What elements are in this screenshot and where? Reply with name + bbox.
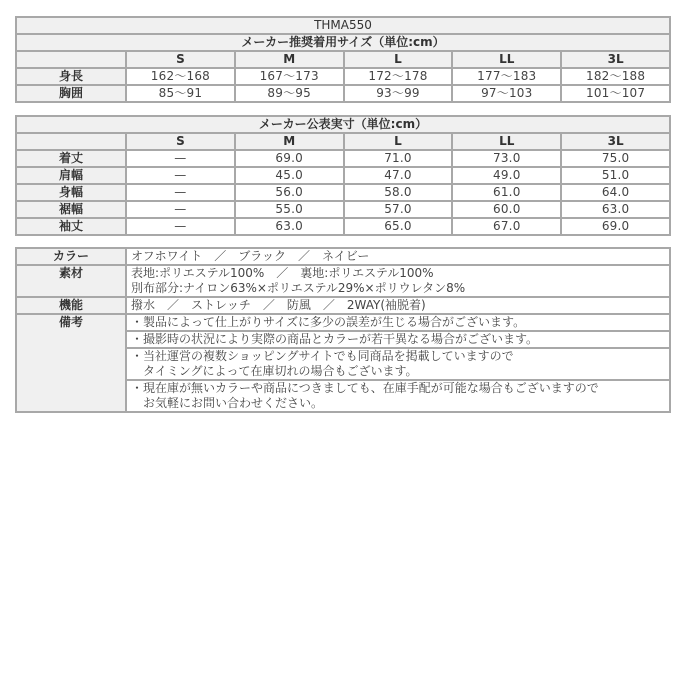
- recommended-size-caption: メーカー推奨着用サイズ（単位:cm）: [16, 34, 670, 51]
- cell-value: 65.0: [344, 218, 453, 235]
- size-header: LL: [452, 133, 561, 150]
- cell-value: 75.0: [561, 150, 670, 167]
- cell-value: 60.0: [452, 201, 561, 218]
- note-item: ・製品によって仕上がりサイズに多少の誤差が生じる場合がございます。: [126, 314, 670, 331]
- material-label: 素材: [16, 265, 126, 297]
- cell-value: 177～183: [452, 68, 561, 85]
- cell-value: 69.0: [235, 150, 344, 167]
- cell-value: 56.0: [235, 184, 344, 201]
- note-line: ・当社運営の複数ショッピングサイトでも同商品を掲載していますので: [131, 349, 514, 363]
- notes-row: [16, 314, 670, 331]
- row-label: 肩幅: [16, 167, 126, 184]
- size-header: S: [126, 133, 235, 150]
- cell-value: 85～91: [126, 85, 235, 102]
- table-row: [16, 167, 670, 184]
- size-header: L: [344, 51, 453, 68]
- corner-cell: [16, 133, 126, 150]
- cell-value: 97～103: [452, 85, 561, 102]
- material-line: 表地:ポリエステル100% ／ 裏地:ポリエステル100%: [131, 266, 434, 280]
- cell-value: 47.0: [344, 167, 453, 184]
- cell-value: 167～173: [235, 68, 344, 85]
- function-row: [16, 297, 670, 314]
- cell-value: 93～99: [344, 85, 453, 102]
- cell-value: 71.0: [344, 150, 453, 167]
- cell-value: —: [126, 167, 235, 184]
- size-header: 3L: [561, 51, 670, 68]
- table-row: [16, 68, 670, 85]
- actual-size-table: [15, 115, 671, 236]
- row-label: 着丈: [16, 150, 126, 167]
- row-label: 裾幅: [16, 201, 126, 218]
- cell-value: —: [126, 184, 235, 201]
- cell-value: 58.0: [344, 184, 453, 201]
- table-row: [16, 150, 670, 167]
- note-line: ・現在庫が無いカラーや商品につきましても、在庫手配が可能な場合もございますので: [131, 381, 599, 395]
- cell-value: 67.0: [452, 218, 561, 235]
- cell-value: 49.0: [452, 167, 561, 184]
- row-label: 身幅: [16, 184, 126, 201]
- color-value: オフホワイト ／ ブラック ／ ネイビー: [126, 248, 670, 265]
- material-row: [16, 265, 670, 297]
- cell-value: 89～95: [235, 85, 344, 102]
- size-header: 3L: [561, 133, 670, 150]
- size-header: M: [235, 133, 344, 150]
- table-row: [16, 218, 670, 235]
- cell-value: 63.0: [235, 218, 344, 235]
- cell-value: 182～188: [561, 68, 670, 85]
- actual-size-caption: メーカー公表実寸（単位:cm）: [16, 116, 670, 133]
- cell-value: 64.0: [561, 184, 670, 201]
- cell-value: 172～178: [344, 68, 453, 85]
- table-row: [16, 85, 670, 102]
- material-value: [126, 265, 670, 297]
- cell-value: 162～168: [126, 68, 235, 85]
- size-header: M: [235, 51, 344, 68]
- cell-value: —: [126, 150, 235, 167]
- size-header: L: [344, 133, 453, 150]
- note-line: タイミングによって在庫切れの場合もございます。: [131, 364, 418, 378]
- cell-value: 61.0: [452, 184, 561, 201]
- color-row: [16, 248, 670, 265]
- cell-value: —: [126, 218, 235, 235]
- color-label: カラー: [16, 248, 126, 265]
- cell-value: 51.0: [561, 167, 670, 184]
- cell-value: 55.0: [235, 201, 344, 218]
- cell-value: 101～107: [561, 85, 670, 102]
- cell-value: 63.0: [561, 201, 670, 218]
- row-label: 袖丈: [16, 218, 126, 235]
- row-label: 胸囲: [16, 85, 126, 102]
- material-line: 別布部分:ナイロン63%×ポリエステル29%×ポリウレタン8%: [131, 281, 466, 295]
- cell-value: 45.0: [235, 167, 344, 184]
- row-label: 身長: [16, 68, 126, 85]
- note-line: お気軽にお問い合わせください。: [131, 396, 324, 410]
- table-row: [16, 184, 670, 201]
- model-number: THMA550: [16, 17, 670, 34]
- notes-label: 備考: [16, 314, 126, 412]
- table-row: [16, 201, 670, 218]
- function-label: 機能: [16, 297, 126, 314]
- note-item: [126, 380, 670, 412]
- size-header: S: [126, 51, 235, 68]
- note-item: [126, 348, 670, 380]
- function-value: 撥水 ／ ストレッチ ／ 防風 ／ 2WAY(袖脱着): [126, 297, 670, 314]
- cell-value: 57.0: [344, 201, 453, 218]
- note-item: ・撮影時の状況により実際の商品とカラーが若干異なる場合がございます。: [126, 331, 670, 348]
- product-info-table: [15, 247, 671, 413]
- cell-value: 69.0: [561, 218, 670, 235]
- corner-cell: [16, 51, 126, 68]
- cell-value: 73.0: [452, 150, 561, 167]
- recommended-size-table: [15, 16, 671, 103]
- size-header: LL: [452, 51, 561, 68]
- cell-value: —: [126, 201, 235, 218]
